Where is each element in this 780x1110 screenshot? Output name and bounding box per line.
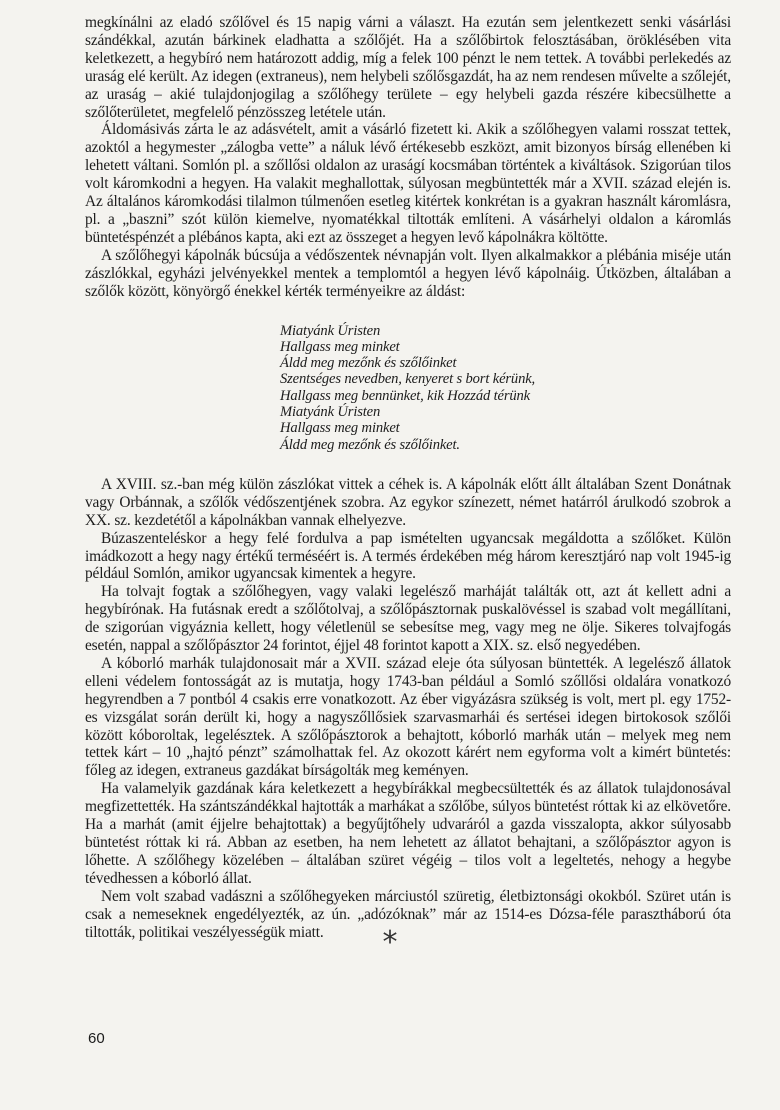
paragraph: A kóborló marhák tulajdonosait már a XVII. század eleje óta súlyosan büntették. A legelésző állatok elleni védelem fontosságát az is mutatja, hogy 1743-ban például a Somló szőllősi oldalára vonatkozó hegyrendben a 7 pontból 4 csakis erre vonatkozott. Az éber vigyázásra szükség is volt, mert pl. egy 1752-es vizsgálat során derült ki, hogy a nagyszőllősiek szarvasmarhái és sertései idegen birtokosok szőlői között kóboroltak, legelésztek. A szőlőpásztorok a behajtott, kóborló marhák után – melyek meg nem tettek kárt – 10 „hajtó pénzt” számolhattak fel. Az okozott kárért nem egyforma volt a kimért büntetés: főleg az idegen, extraneus gazdákat bírságolták meg keményen. — [85, 654, 731, 780]
poem-line: Hallgass meg bennünket, kik Hozzád térünk — [280, 387, 531, 404]
paragraph: Búzaszenteléskor a hegy felé fordulva a pap ismételten ugyancsak megáldotta a szőlőket. Külön imádkozott a hegy nagy értékű terméséért is. A termés érdekében még három keresztjáró nap volt 1945-ig például Somlón, amikor ugyancsak kimentek a hegyre. — [85, 529, 731, 583]
poem-line: Hallgass meg minket — [280, 338, 400, 355]
poem-line: Miatyánk Úristen — [280, 403, 381, 420]
paragraph: Ha valamelyik gazdának kára keletkezett a hegybírákkal megbecsültették és az állatok tulajdonosával megfizettették. Ha szántszándékkal hajtották a marhákat a szőlőbe, súlyos büntetést róttak ki az elkövetőre. Ha a marhát (amit éjjelre behajtottak) a begyűjtőhely udvaráról a gazda visszalopta, akkor súlyosabb büntetést róttak ki rá. Abban az esetben, ha nem lehetett az állatot behajtani, a szőlőpásztor agyon is lőhette. A szőlőhegy közelében – általában szüret végéig – tilos volt a legeltetés, nehogy a hegybe tévedhessen a kóborló állat. — [85, 780, 731, 887]
paragraph: Nem volt szabad vadászni a szőlőhegyeken márciustól szüretig, életbiztonsági okokból. Szüret után is csak a nemeseknek engedélyezték, az ún. „adózóknak” már az 1514-es Dózsa-féle parasztháború óta tiltották, politikai veszélyességük miatt. — [85, 887, 731, 941]
paragraph: megkínálni az eladó szőlővel és 15 napig várni a választ. Ha ezután sem jelentkezett senki vásárlási szándékkal, azután bárkinek eladhatta a szőlőjét. Ha a szőlőbirtok felosztásában, öröklésében vita keletkezett, a hegybíró nem határozott addig, míg a felek 100 pénzt le nem tettek. A további perlekedés az uraság elé került. Az idegen (extraneus), nem helybeli szőlősgazdát, ha az nem rendesen művelte a szőlejét, az uraság – akié tulajdonjogilag a szőlőhegy területe – egy helybeli gazda részére kibecsülhette a szőlőterületet, megfelelő pénzösszeg letétele után. — [85, 14, 731, 121]
prayer-poem — [280, 323, 731, 453]
poem-line: Miatyánk Úristen — [280, 322, 381, 339]
paragraph: Ha tolvajt fogtak a szőlőhegyen, vagy valaki legelésző marháját találták ott, azt át kellett adni a hegybírónak. Ha futásnak eredt a szőlőtolvaj, a szőlőpásztornak puskalövéssel is szabad volt megállítani, de szigorúan vigyáznia kellett, hogy véletlenül se sebesítse meg, vagy meg ne ölje. Sikeres tolvajfogás esetén, nappal a szőlőpásztor 24 forintot, éjjel 48 forintot kapott a XIX. sz. első negyedében. — [85, 583, 731, 655]
paragraph: A XVIII. sz.-ban még külön zászlókat vittek a céhek is. A kápolnák előtt állt általában Szent Donátnak vagy Orbánnak, a szőlők védőszentjének szobra. Az egykor színezett, német határról árulkodó szobrok a XX. sz. kezdetétől a kápolnákban vannak elhelyezve. — [85, 475, 731, 529]
body-text — [85, 14, 731, 941]
paragraph: A szőlőhegyi kápolnák búcsúja a védőszentek névnapján volt. Ilyen alkalmakkor a plébánia miséje után zászlókkal, egyházi jelvényekkel mentek a templomtól a hegyen lévő kápolnáig. Útközben, általában a szőlők között, könyörgő énekkel kérték terményeikre az áldást: — [85, 246, 731, 300]
section-separator: * — [382, 925, 398, 960]
poem-line: Hallgass meg minket — [280, 420, 400, 437]
paragraph: Áldomásivás zárta le az adásvételt, amit a vásárló fizetett ki. Akik a szőlőhegyen valami rosszat tettek, azoktól a hegymester „zálogba vette” a náluk lévő értékesebb eszközt, amit bizonyos bírság ellenében ki lehetett váltani. Somlón pl. a szőllősi oldalon az uraságí kocsmában történtek a kiváltások. Szigorúan tilos volt káromkodni a hegyen. Ha valakit meghallottak, súlyosan megbüntették már a XVII. század elején is. Az általános káromkodási tilalmon túlmenően esetleg kitértek konkrétan is a gyakran használt káromlásra, pl. a „baszni” szót külön kiemelve, nyomatékkal tiltották említeni. A vásárhelyi oldalon a káromlás büntetéspénzét a plébános kapta, aki ezt az összeget a hegyen levő kápolnákra költötte. — [85, 121, 731, 246]
page-number: 60 — [88, 1030, 105, 1047]
poem-line: Áldd meg mezőnk és szőlőinket. — [280, 436, 460, 453]
poem-line: Szentséges nevedben, kenyeret s bort kérünk, — [280, 371, 536, 388]
poem-line: Áldd meg mezőnk és szőlőinket — [280, 355, 457, 372]
